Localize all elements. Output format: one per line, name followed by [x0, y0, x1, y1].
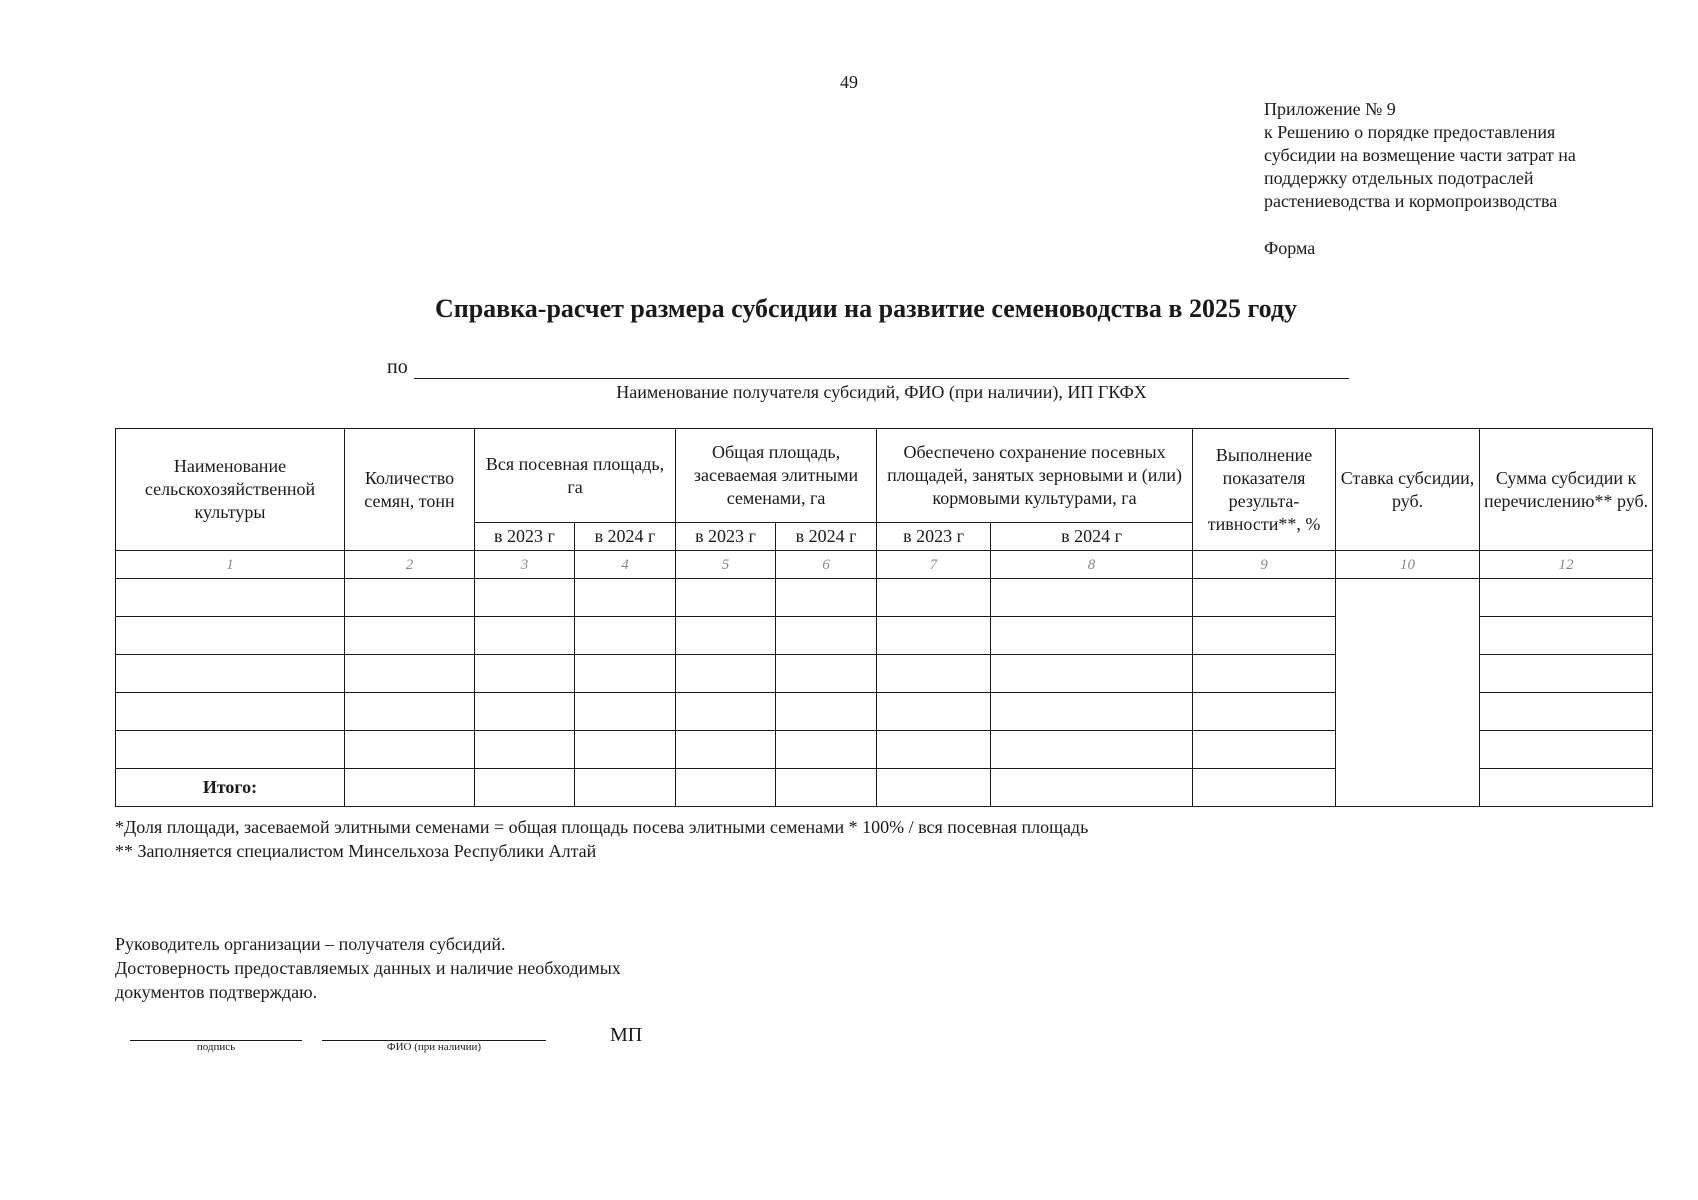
header-elite-area: Общая площадь, засеваемая элитными семенами, га — [676, 429, 877, 523]
table-cell[interactable] — [1193, 769, 1336, 807]
table-cell[interactable] — [877, 693, 991, 731]
table-cell[interactable] — [1193, 617, 1336, 655]
appendix-line: к Решению о порядке предоставления — [1264, 122, 1556, 142]
table-cell[interactable] — [345, 579, 475, 617]
column-number: 5 — [676, 551, 776, 579]
table-cell[interactable] — [676, 579, 776, 617]
page-number: 49 — [840, 72, 858, 92]
year-label: в 2023 г — [475, 523, 575, 551]
appendix-line: растениеводства и кормопроизводства — [1264, 191, 1558, 211]
rate-merged-cell[interactable] — [1336, 579, 1480, 807]
table-cell[interactable] — [776, 655, 877, 693]
table-cell[interactable] — [345, 693, 475, 731]
column-number: 9 — [1193, 551, 1336, 579]
document-title: Справка-расчет размера субсидии на развитие семеноводства в 2025 году — [434, 294, 1298, 323]
table-cell[interactable] — [345, 769, 475, 807]
year-label: в 2023 г — [676, 523, 776, 551]
table-cell[interactable] — [116, 655, 345, 693]
table-cell[interactable] — [991, 655, 1193, 693]
recipient-fill-line[interactable] — [414, 378, 1349, 379]
recipient-caption: Наименование получателя субсидий, ФИО (при наличии), ИП ГКФХ — [616, 382, 1147, 402]
table-cell[interactable] — [475, 655, 575, 693]
table-cell[interactable] — [345, 731, 475, 769]
table-cell[interactable] — [877, 617, 991, 655]
table-cell[interactable] — [776, 579, 877, 617]
signoff-text — [115, 932, 621, 1004]
table-cell[interactable] — [475, 731, 575, 769]
table-cell[interactable] — [991, 731, 1193, 769]
table-cell[interactable] — [345, 655, 475, 693]
footnote: *Доля площади, засеваемой элитными семенами = общая площадь посева элитными семенами * 100% / вся посевная площадь — [115, 817, 1089, 837]
table-cell[interactable] — [475, 769, 575, 807]
header-rate: Ставка субсидии, руб. — [1336, 429, 1480, 551]
recipient-prefix: по — [387, 356, 408, 378]
table-cell[interactable] — [575, 579, 676, 617]
footnote: ** Заполняется специалистом Минсельхоза Республики Алтай — [115, 841, 597, 861]
column-number: 2 — [345, 551, 475, 579]
table-cell[interactable] — [1480, 731, 1653, 769]
table-cell[interactable] — [1193, 693, 1336, 731]
signoff-line: Руководитель организации – получателя субсидий. — [115, 934, 506, 954]
table-cell[interactable] — [877, 655, 991, 693]
column-number: 12 — [1480, 551, 1653, 579]
footnotes — [115, 815, 1088, 863]
appendix-line: субсидии на возмещение части затрат на — [1264, 145, 1576, 165]
table-cell[interactable] — [475, 693, 575, 731]
table-cell[interactable] — [1480, 655, 1653, 693]
table-cell[interactable] — [1480, 579, 1653, 617]
appendix-line: Приложение № 9 — [1264, 99, 1396, 119]
column-number: 6 — [776, 551, 877, 579]
table-cell[interactable] — [116, 693, 345, 731]
header-seeds: Количество семян, тонн — [345, 429, 475, 551]
table-cell[interactable] — [116, 579, 345, 617]
table-cell[interactable] — [1193, 655, 1336, 693]
table-cell[interactable] — [1480, 617, 1653, 655]
year-label: в 2024 г — [575, 523, 676, 551]
table-cell[interactable] — [776, 693, 877, 731]
total-label: Итого: — [116, 769, 345, 807]
table-cell[interactable] — [116, 731, 345, 769]
header-preserved-area: Обеспечено сохранение посевных площадей, занятых зерновыми и (или) кормовыми культурами, га — [877, 429, 1193, 523]
header-total-area: Вся посевная площадь, га — [475, 429, 676, 523]
signature-caption: подпись — [196, 1041, 236, 1053]
table-cell[interactable] — [877, 731, 991, 769]
signature-block — [130, 1040, 302, 1053]
appendix-header — [1264, 98, 1576, 213]
table-cell[interactable] — [676, 617, 776, 655]
table-cell[interactable] — [676, 693, 776, 731]
table-cell[interactable] — [475, 579, 575, 617]
table-cell[interactable] — [877, 579, 991, 617]
table-cell[interactable] — [575, 693, 676, 731]
column-number: 10 — [1336, 551, 1480, 579]
table-cell[interactable] — [776, 731, 877, 769]
table-cell[interactable] — [1480, 693, 1653, 731]
stamp-label: МП — [610, 1024, 643, 1046]
table-cell[interactable] — [991, 617, 1193, 655]
year-label: в 2023 г — [877, 523, 991, 551]
column-number: 8 — [991, 551, 1193, 579]
signoff-line: документов подтверждаю. — [115, 982, 318, 1002]
header-amount: Сумма субсидии к перечислению** руб. — [1480, 429, 1653, 551]
header-performance: Выполнение показателя результа-тивности**, % — [1193, 429, 1336, 551]
column-number: 4 — [575, 551, 676, 579]
table-cell[interactable] — [1193, 731, 1336, 769]
column-number: 1 — [116, 551, 345, 579]
year-label: в 2024 г — [776, 523, 877, 551]
form-label: Форма — [1264, 238, 1316, 258]
header-crop: Наименование сельскохозяйственной культуры — [116, 429, 345, 551]
column-number: 7 — [877, 551, 991, 579]
table-cell[interactable] — [991, 769, 1193, 807]
table-cell[interactable] — [575, 617, 676, 655]
table-cell[interactable] — [676, 731, 776, 769]
table-cell[interactable] — [475, 617, 575, 655]
table-row — [116, 579, 1653, 617]
table-cell[interactable] — [991, 693, 1193, 731]
table-cell[interactable] — [575, 769, 676, 807]
table-cell[interactable] — [776, 617, 877, 655]
name-caption: ФИО (при наличии) — [386, 1041, 482, 1053]
signoff-line: Достоверность предоставляемых данных и наличие необходимых — [115, 958, 621, 978]
table-cell[interactable] — [991, 579, 1193, 617]
table-cell[interactable] — [575, 731, 676, 769]
name-block — [322, 1040, 546, 1053]
table-cell[interactable] — [676, 769, 776, 807]
column-number: 3 — [475, 551, 575, 579]
year-label: в 2024 г — [991, 523, 1193, 551]
table-cell[interactable] — [116, 617, 345, 655]
table-cell[interactable] — [1193, 579, 1336, 617]
table-cell[interactable] — [776, 769, 877, 807]
table-cell[interactable] — [345, 617, 475, 655]
appendix-line: поддержку отдельных подотраслей — [1264, 168, 1534, 188]
table-cell[interactable] — [676, 655, 776, 693]
table-cell[interactable] — [1480, 769, 1653, 807]
table-cell[interactable] — [877, 769, 991, 807]
subsidy-table — [115, 428, 1653, 807]
table-cell[interactable] — [575, 655, 676, 693]
